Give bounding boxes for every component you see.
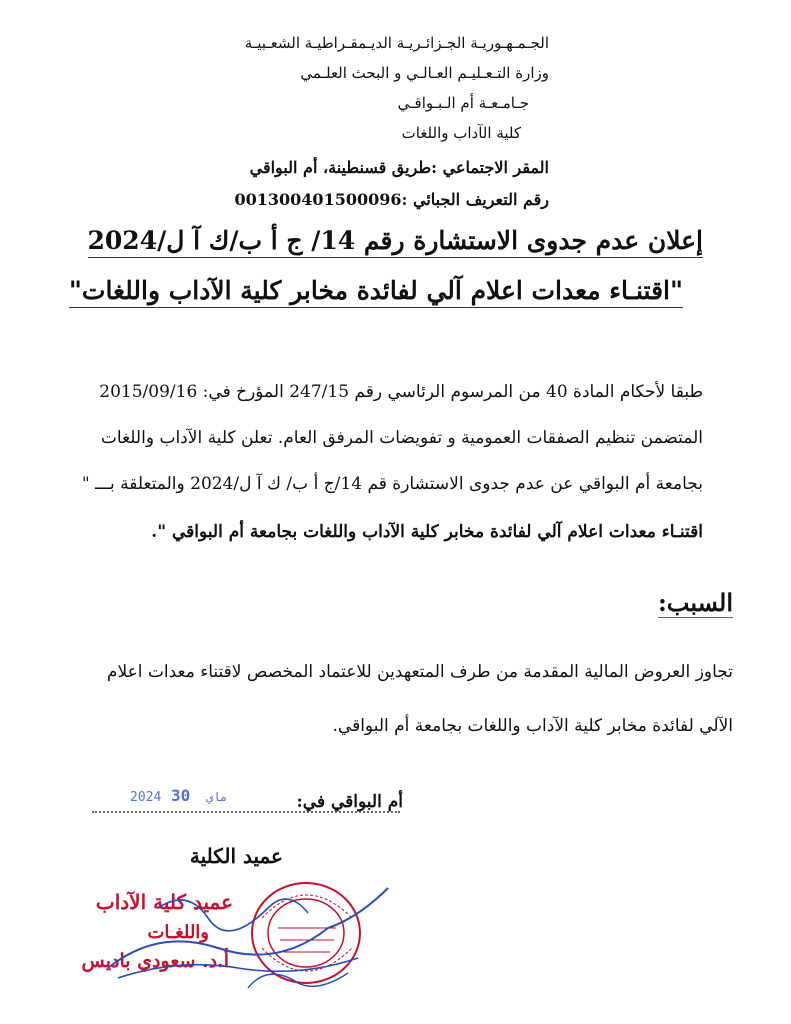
place-date-label: أم البواقي في:	[296, 792, 403, 812]
announcement-title: إعلان عدم جدوى الاستشارة رقم 14/ ج أ ب/ك آ ل/2024	[88, 226, 703, 258]
date-stamp	[130, 786, 250, 808]
date-stamp-month: ماي	[205, 790, 228, 804]
dean-stamp-line-1: عميد كلية الآداب	[95, 890, 233, 914]
ministry-header: وزارة التـعـليـم العـالـي و البحث العلـمي	[300, 64, 549, 82]
dean-stamp-line-2: واللغـات	[147, 922, 209, 943]
reason-line-2: الآلي لفائدة مخابر كلية الآداب واللغات بجامعة أم البواقي.	[332, 716, 733, 736]
republic-header: الجـمـهـوريـة الجـزائـريـة الديـمقـراطيـة الشعـبيـة	[244, 34, 549, 52]
dean-title: عميد الكلية	[189, 844, 283, 868]
reason-heading: السبب:	[657, 588, 733, 617]
reason-line-1: تجاوز العروض المالية المقدمة من طرف المتعهدين للاعتماد المخصص لاقتناء معدات اعلام	[106, 662, 733, 682]
faculty-header: كلية الآداب واللغات	[401, 124, 521, 142]
address-line: المقر الاجتماعي :طريق قسنطينة، أم البواقي	[249, 158, 549, 177]
dean-stamp-line-3: أ.د. سعودي باديس	[81, 950, 229, 972]
date-dotted-line	[92, 810, 400, 813]
university-header: جـامـعـة أم الـبـواقـي	[397, 94, 529, 112]
date-stamp-year: 2024	[130, 790, 162, 805]
body-line-1: طبقا لأحكام المادة 40 من المرسوم الرئاسي رقم 247/15 المؤرخ في: 2015/09/16	[99, 382, 703, 402]
dean-signature	[95, 868, 398, 998]
tax-id-line: رقم التعريف الجبائي :001300401500096	[234, 190, 549, 209]
body-line-3: بجامعة أم البواقي عن عدم جدوى الاستشارة قم 14/ج أ ب/ ك آ ل/2024 والمتعلقة بـــ "	[81, 474, 703, 494]
body-line-2: المتضمن تنظيم الصفقات العمومية و تفويضات المرفق العام. تعلن كلية الآداب واللغات	[100, 428, 703, 448]
body-line-4: اقتنـاء معدات اعلام آلي لفائدة مخابر كلية الآداب واللغات بجامعة أم البواقي ".	[151, 522, 703, 542]
date-stamp-day: 30	[170, 786, 191, 805]
announcement-subject: "اقتنـاء معدات اعلام آلي لفائدة مخابر كلية الآداب واللغات"	[69, 276, 683, 308]
